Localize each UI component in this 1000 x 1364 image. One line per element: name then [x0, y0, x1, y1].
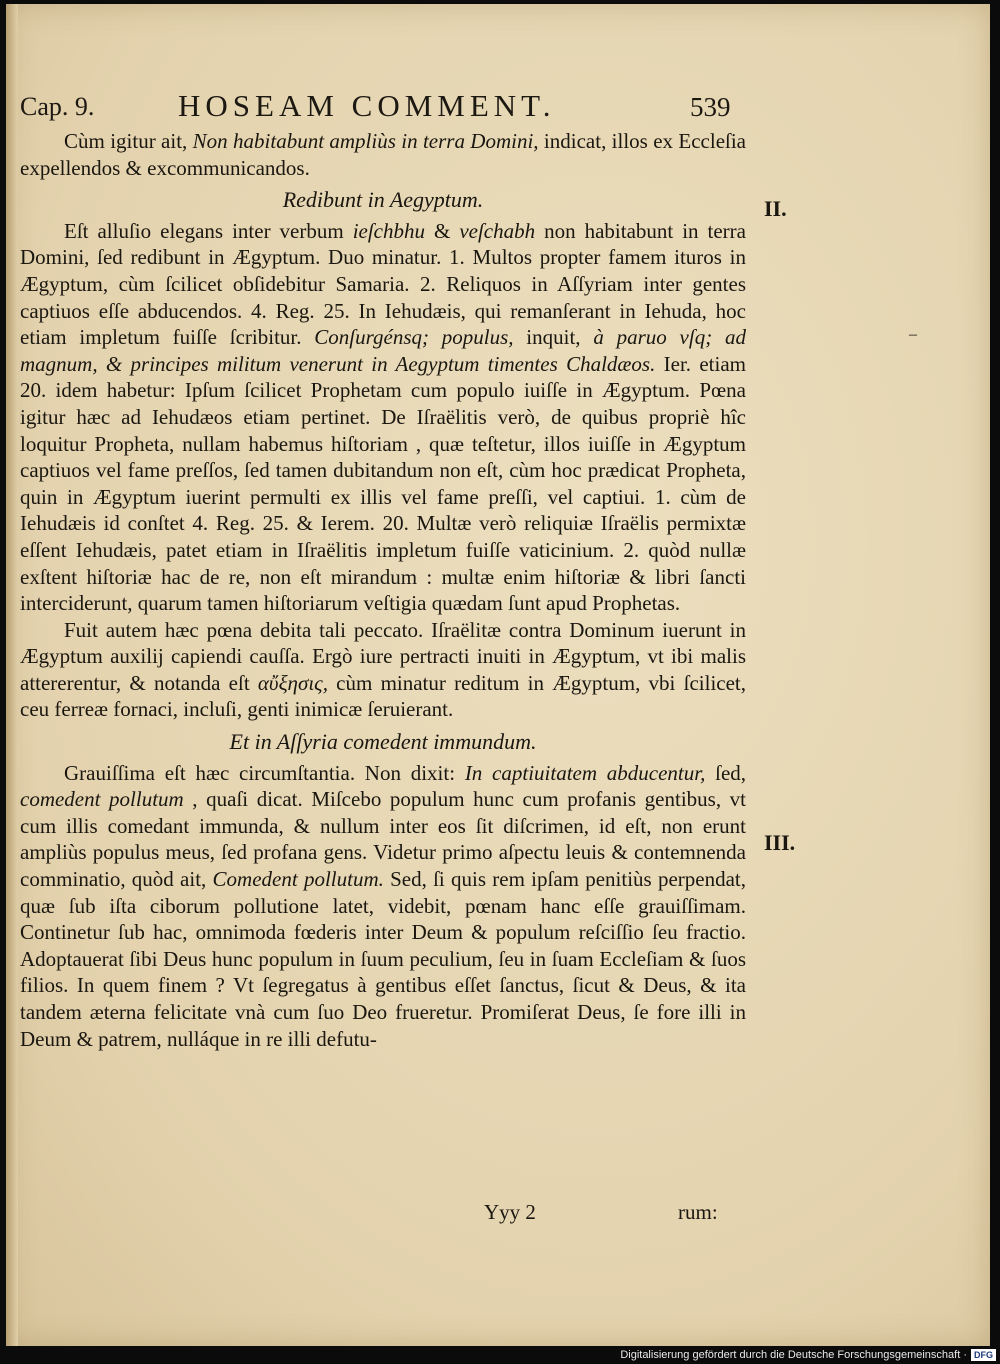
footer-credit: Digitalisierung gefördert durch die Deutsche Forschungsgemeinschaft · [620, 1348, 967, 1361]
text-column [20, 128, 746, 1052]
paragraph-4: Grauiſſima eſt hæc circumſtantia. Non dixit: In captiuitatem abducentur, ſed, comedent pollutum , quaſi dicat. Miſcebo populum hunc cum profanis gentibus, vt cum illis comedant immunda, & nullum inter eos ſit diſcrimen, id eſt, non erunt ampliùs populus meus, ſed profana gens. Videtur primo aſpectu leuis & contemnenda comminatio, quòd ait, Comedent pollutum. Sed, ſi quis rem ipſam penitiùs perpendat, quæ ſub iſta ciborum pollutione latet, videbit, pœnam hanc eſſe grauiſſimam. Continetur ſub hac, omnimoda fœderis inter Deum & populum reſciſſio ſeu fractio. Adoptauerat ſibi Deus hunc populum in ſuum peculium, ſeu in ſuam Eccleſiam & ſuos filios. In quem finem ? Vt ſegregatus à gentibus eſſet ſanctus, ſicut & Deus, & ita tandem æterna felicitate vnà cum ſuo Deo frueretur. Promiſerat Deus, ſe fore illi in Deum & patrem, nulláque in re illi defutu- [20, 760, 747, 1051]
book-page [6, 4, 990, 1346]
margin-mark: – [909, 326, 917, 343]
section-heading-2: Redibunt in Aegyptum. [282, 187, 484, 213]
chapter-label: Cap. 9. [20, 92, 95, 121]
paragraph-1: Cùm igitur ait, Non habitabunt ampliùs in terra Domini, indicat, illos ex Eccleſia expellendos & excommunicandos. [20, 129, 747, 180]
section-heading-3: Et in Aſſyria comedent immundum. [229, 729, 537, 755]
signature-mark: Yyy 2 [484, 1200, 536, 1224]
paragraph-3: Fuit autem hæc pœna debita tali peccato. Iſraëlitæ contra Dominum iuerunt in Ægyptum auxilij capiendi cauſſa. Ergò iure pertracti inuiti in Ægyptum, vt ibi malis attererentur, & notanda eſt αὔξησις, cùm minatur reditum in Ægyptum, vbi ſcilicet, ceu ferreæ fornaci, incluſi, genti inimicæ ſeruierant. [20, 617, 746, 722]
margin-number-iii: III. [764, 830, 796, 855]
margin-number-ii: II. [764, 196, 787, 221]
dfg-logo-icon: DFG [971, 1349, 996, 1361]
digitization-footer [620, 1347, 996, 1362]
running-title: HOSEAM COMMENT. [178, 88, 556, 123]
running-header [20, 88, 760, 128]
catchword: rum: [678, 1200, 718, 1224]
paragraph-2: Eſt alluſio elegans inter verbum ieſchbhu & veſchabh non habitabunt in terra Domini, ſed redibunt in Ægyptum. Duo minatur. 1. Multos propter famem ituros in Ægyptum, cùm ſcilicet obſidebitur Samaria. 2. Reliquos in Aſſyriam inter gentes captiuos eſſe abducendos. 4. Reg. 25. In Iehudæis, qui remanſerant in Iehuda, hoc etiam impletum fuiſſe ſcribitur. Conſurgénsq; populus, inquit, à paruo vſq; ad magnum, & principes militum venerunt in Aegyptum timentes Chaldæos. Ier. etiam 20. idem habetur: Ipſum ſcilicet Prophetam cum populo iuiſſe in Ægyptum. Pœna igitur hæc ad Iehudæos etiam pertinet. De Iſraëlitis verò, de quibus propriè hîc loquitur Propheta, nullam habemus hiſtoriam , quæ teſtetur, illos iuiſſe in Ægyptum captiuos vel fame preſſos, ſed tamen dubitandum non eſt, cùm hoc prædicat Propheta, quin in Ægyptum iuerint permulti ex illis vel fame preſſi, vel captiui. 1. cùm de Iehudæis id conſtet 4. Reg. 25. & Ierem. 20. Multæ verò reliquiæ Iſraëlis permixtæ eſſent Iehudæis, patet etiam in Iſraëlitis impletum fuiſſe vaticinium. 2. quòd nullæ exſtent hiſtoriæ hac de re, non eſt mirandum : multæ enim hiſtoriæ & libri ſancti interciderunt, quarum tamen hiſtoriarum veſtigia quædam ſunt apud Prophetas. [20, 218, 746, 616]
page-number: 539 [690, 92, 731, 122]
page-gutter [6, 4, 18, 1346]
